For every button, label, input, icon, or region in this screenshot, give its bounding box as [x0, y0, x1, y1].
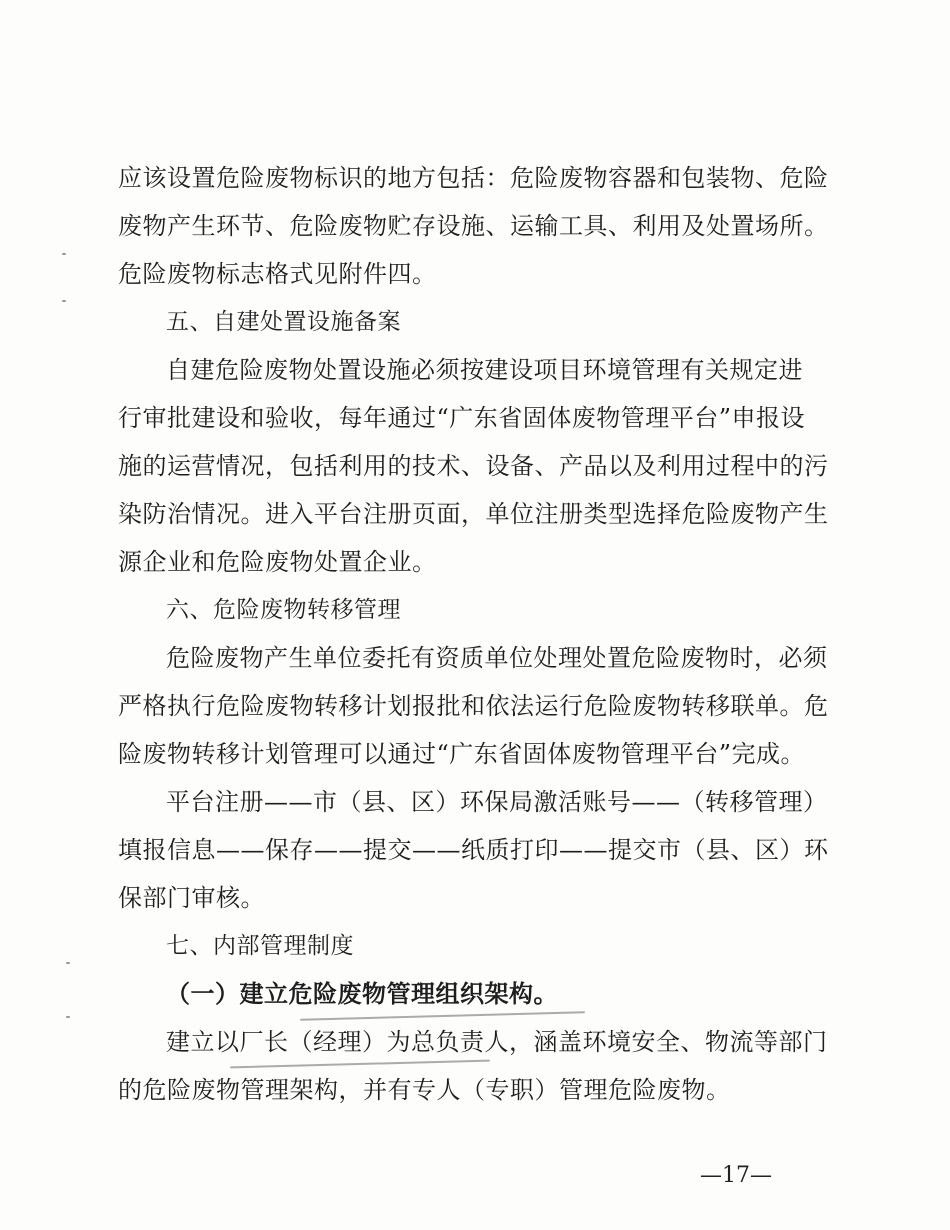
paragraph-line: 的危险废物管理架构，并有专人（专职）管理危险废物。	[118, 1076, 731, 1104]
paragraph-line: 严格执行危险废物转移计划报批和依法运行危险废物转移联单。危	[118, 692, 829, 720]
pencil-underline	[230, 1060, 490, 1069]
paragraph-line: 填报信息——保存——提交——纸质打印——提交市（县、区）环	[118, 836, 829, 864]
paragraph-line: 平台注册——市（县、区）环保局激活账号——（转移管理）	[166, 788, 828, 816]
section-heading-7: 七、内部管理制度	[166, 933, 354, 959]
page-number: —17—	[700, 1163, 772, 1188]
paragraph-line: 险废物转移计划管理可以通过“广东省固体废物管理平台”完成。	[118, 740, 806, 768]
section-heading-5: 五、自建处置设施备案	[166, 309, 401, 335]
section-heading-6: 六、危险废物转移管理	[166, 597, 401, 623]
paragraph-line: 自建危险废物处置设施必须按建设项目环境管理有关规定进	[166, 356, 803, 384]
paragraph-line: 废物产生环节、危险废物贮存设施、运输工具、利用及处置场所。	[118, 212, 829, 240]
paragraph-line: 危险废物标志格式见附件四。	[118, 260, 437, 288]
paragraph-line: 保部门审核。	[118, 884, 265, 912]
scan-speck	[62, 253, 66, 255]
paragraph-line: 应该设置危险废物标识的地方包括：危险废物容器和包装物、危险	[118, 164, 829, 192]
paragraph-line: 建立以厂长（经理）为总负责人，涵盖环境安全、物流等部门	[166, 1028, 828, 1056]
paragraph-line: 行审批建设和验收，每年通过“广东省固体废物管理平台”申报设	[118, 404, 806, 432]
scan-speck	[66, 1016, 70, 1018]
subsection-heading-1: （一）建立危险废物管理组织架构。	[166, 979, 558, 1008]
paragraph-line: 染防治情况。进入平台注册页面，单位注册类型选择危险废物产生	[118, 500, 829, 528]
scan-speck	[66, 962, 70, 964]
paragraph-line: 源企业和危险废物处置企业。	[118, 548, 437, 576]
scan-speck	[62, 300, 66, 302]
paragraph-line: 危险废物产生单位委托有资质单位处理处置危险废物时，必须	[166, 644, 828, 672]
pencil-underline	[300, 1011, 585, 1020]
paragraph-line: 施的运营情况，包括利用的技术、设备、产品以及利用过程中的污	[118, 452, 829, 480]
